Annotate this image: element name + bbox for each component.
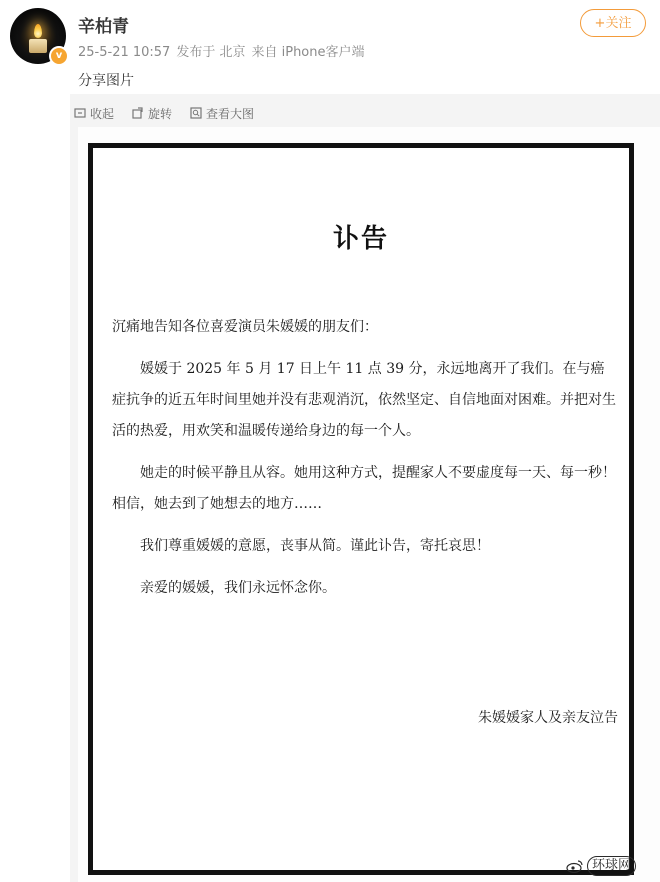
post-location: 发布于 北京 [176, 45, 246, 60]
watermark [566, 855, 636, 877]
follow-button[interactable]: +关注 [580, 9, 646, 37]
watermark-text: 环球网 [587, 856, 636, 876]
weibo-icon [566, 859, 584, 873]
verified-badge-icon: v [49, 46, 69, 66]
candle [29, 39, 47, 53]
post-meta [78, 41, 371, 60]
candle-flame [34, 24, 42, 38]
post-text: 分享图片 [78, 73, 134, 89]
document-paragraph: 媛媛于 2025 年 5 月 17 日上午 11 点 39 分，永远地离开了我们。在与癌症抗争的近五年时间里她并没有悲观消沉，依然坚定、自信地面对困难。并把对生活的热爱，用欢笑和温暖传递给身边的每一个人。 [112, 361, 616, 439]
view-large-label: 查看大图 [206, 106, 255, 121]
rotate-button[interactable] [132, 103, 172, 123]
document-paragraph: 我们尊重媛媛的意愿，丧事从简。谨此讣告，寄托哀思！ [140, 538, 490, 554]
magnify-icon [190, 107, 202, 119]
username[interactable]: 辛柏青 [78, 17, 129, 37]
collapse-icon [74, 107, 86, 119]
image-toolbar [74, 103, 254, 123]
document-body [112, 312, 617, 604]
post-client: 来自 iPhone客户端 [251, 45, 365, 60]
view-large-button[interactable] [190, 103, 254, 123]
document-paragraph: 她走的时候平静且从容。她用这种方式，提醒家人不要虚度每一天、每一秒！相信，她去到了她想去的地方…… [112, 465, 616, 512]
rotate-label: 旋转 [148, 106, 173, 121]
document-signature: 朱媛媛家人及亲友泣告 [478, 710, 618, 726]
document-title: 讣告 [332, 224, 389, 254]
post-time[interactable]: 25-5-21 10:57 [78, 45, 171, 60]
document-paragraph: 亲爱的媛媛，我们永远怀念你。 [140, 580, 336, 596]
collapse-button[interactable] [74, 103, 114, 123]
collapse-label: 收起 [90, 106, 115, 121]
document-salutation: 沉痛地告知各位喜爱演员朱媛媛的朋友们： [112, 319, 378, 335]
rotate-icon [132, 107, 144, 119]
